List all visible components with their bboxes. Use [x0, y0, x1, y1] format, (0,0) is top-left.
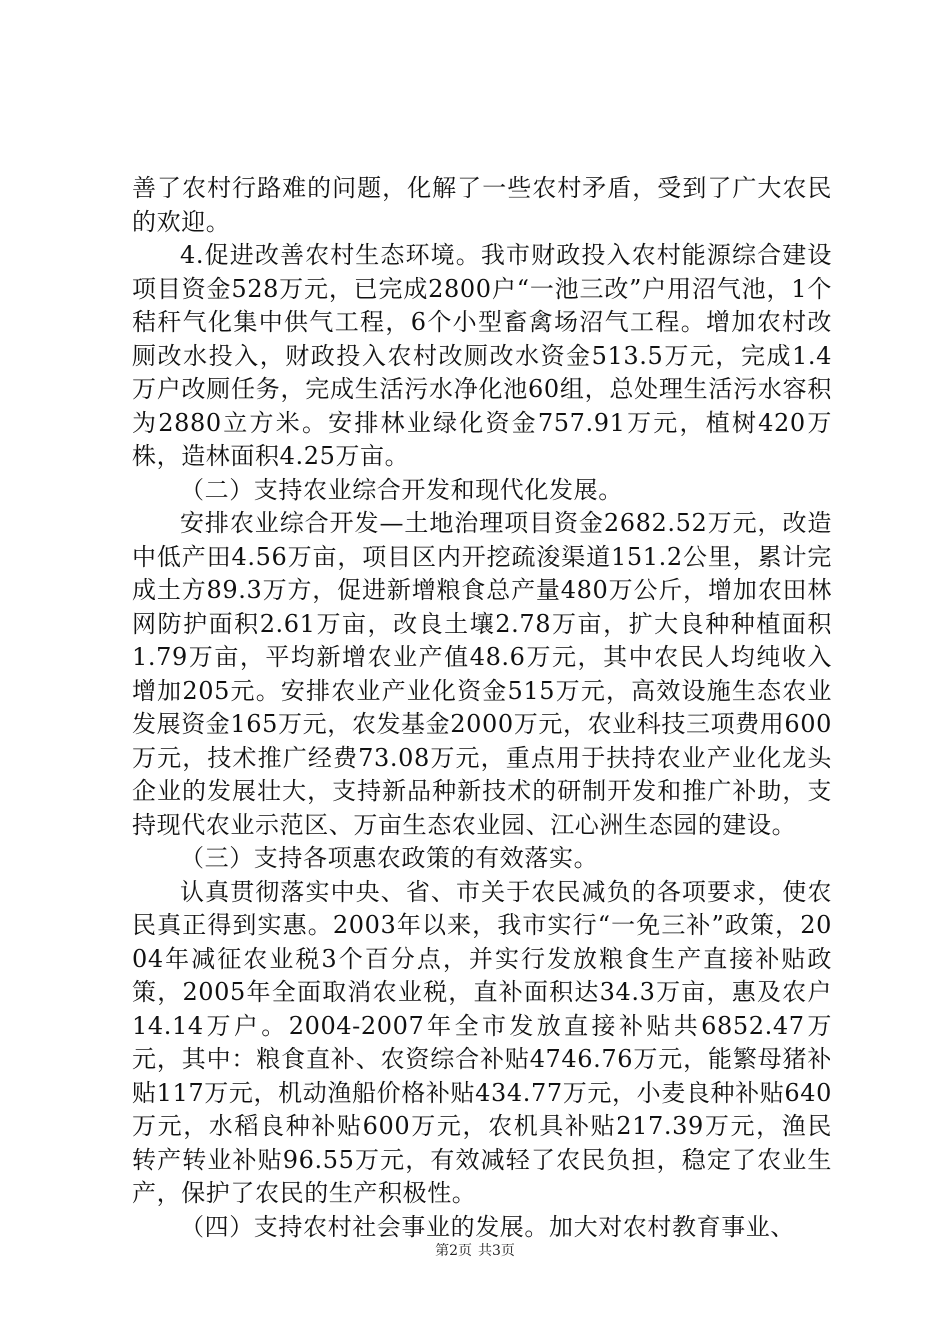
paragraph-continuation: 善了农村行路难的问题，化解了一些农村矛盾，受到了广大农民的欢迎。 [132, 174, 832, 236]
section-heading-4: （四）支持农村社会事业的发展。加大对农村教育事业、 [180, 1212, 795, 1241]
paragraph-ecology: 4.促进改善农村生态环境。我市财政投入农村能源综合建设项目资金528万元，已完成2800户“一池三改”户用沼气池，1个秸秆气化集中供气工程，6个小型畜禽场沼气工程。增加农村改厕改水投入，财政投入农村改厕改水资金513.5万元，完成1.4万户改厕任务，完成生活污水净化池60组，总处理生活污水容积为2880立方米。安排林业绿化资金757.91万元，植树420万株，造林面积4.25万亩。 [132, 241, 832, 470]
section-heading-2: （二）支持农业综合开发和现代化发展。 [180, 475, 623, 504]
paragraph-agri-development: 安排农业综合开发—土地治理项目资金2682.52万元，改造中低产田4.56万亩，项目区内开挖疏浚渠道151.2公里，累计完成土方89.3万方，促进新增粮食总产量480万公斤，增加农田林网防护面积2.61万亩，改良土壤2.78万亩，扩大良种种植面积1.79万亩，平均新增农业产值48.6万元，其中农民人均纯收入增加205元。安排农业产业化资金515万元，高效设施生态农业发展资金165万元，农发基金2000万元，农业科技三项费用600万元，技术推广经费73.08万元，重点用于扶持农业产业化龙头企业的发展壮大，支持新品种新技术的研制开发和推广补助，支持现代农业示范区、万亩生态农业园、江心洲生态园的建设。 [132, 509, 832, 839]
page-footer [0, 1241, 950, 1261]
section-heading-3: （三）支持各项惠农政策的有效落实。 [180, 844, 599, 872]
page-number-current: 第2页 [435, 1243, 472, 1259]
paragraph-subsidy-policy: 认真贯彻落实中央、省、市关于农民减负的各项要求，使农民真正得到实惠。2003年以来，我市实行“一免三补”政策，2004年减征农业税3个百分点，并实行发放粮食生产直接补贴政策，2005年全面取消农业税，直补面积达34.3万亩，惠及农户14.14万户。2004-2007年全市发放直接补贴共6852.47万元，其中：粮食直补、农资综合补贴4746.76万元，能繁母猪补贴117万元，机动渔船价格补贴434.77万元，小麦良种补贴640万元，水稻良种补贴600万元，农机具补贴217.39万元，渔民转产转业补贴96.55万元，有效减轻了农民负担，稳定了农业生产，保护了农民的生产积极性。 [132, 877, 832, 1207]
page-number-total: 共3页 [478, 1243, 515, 1259]
document-body [132, 172, 832, 1244]
